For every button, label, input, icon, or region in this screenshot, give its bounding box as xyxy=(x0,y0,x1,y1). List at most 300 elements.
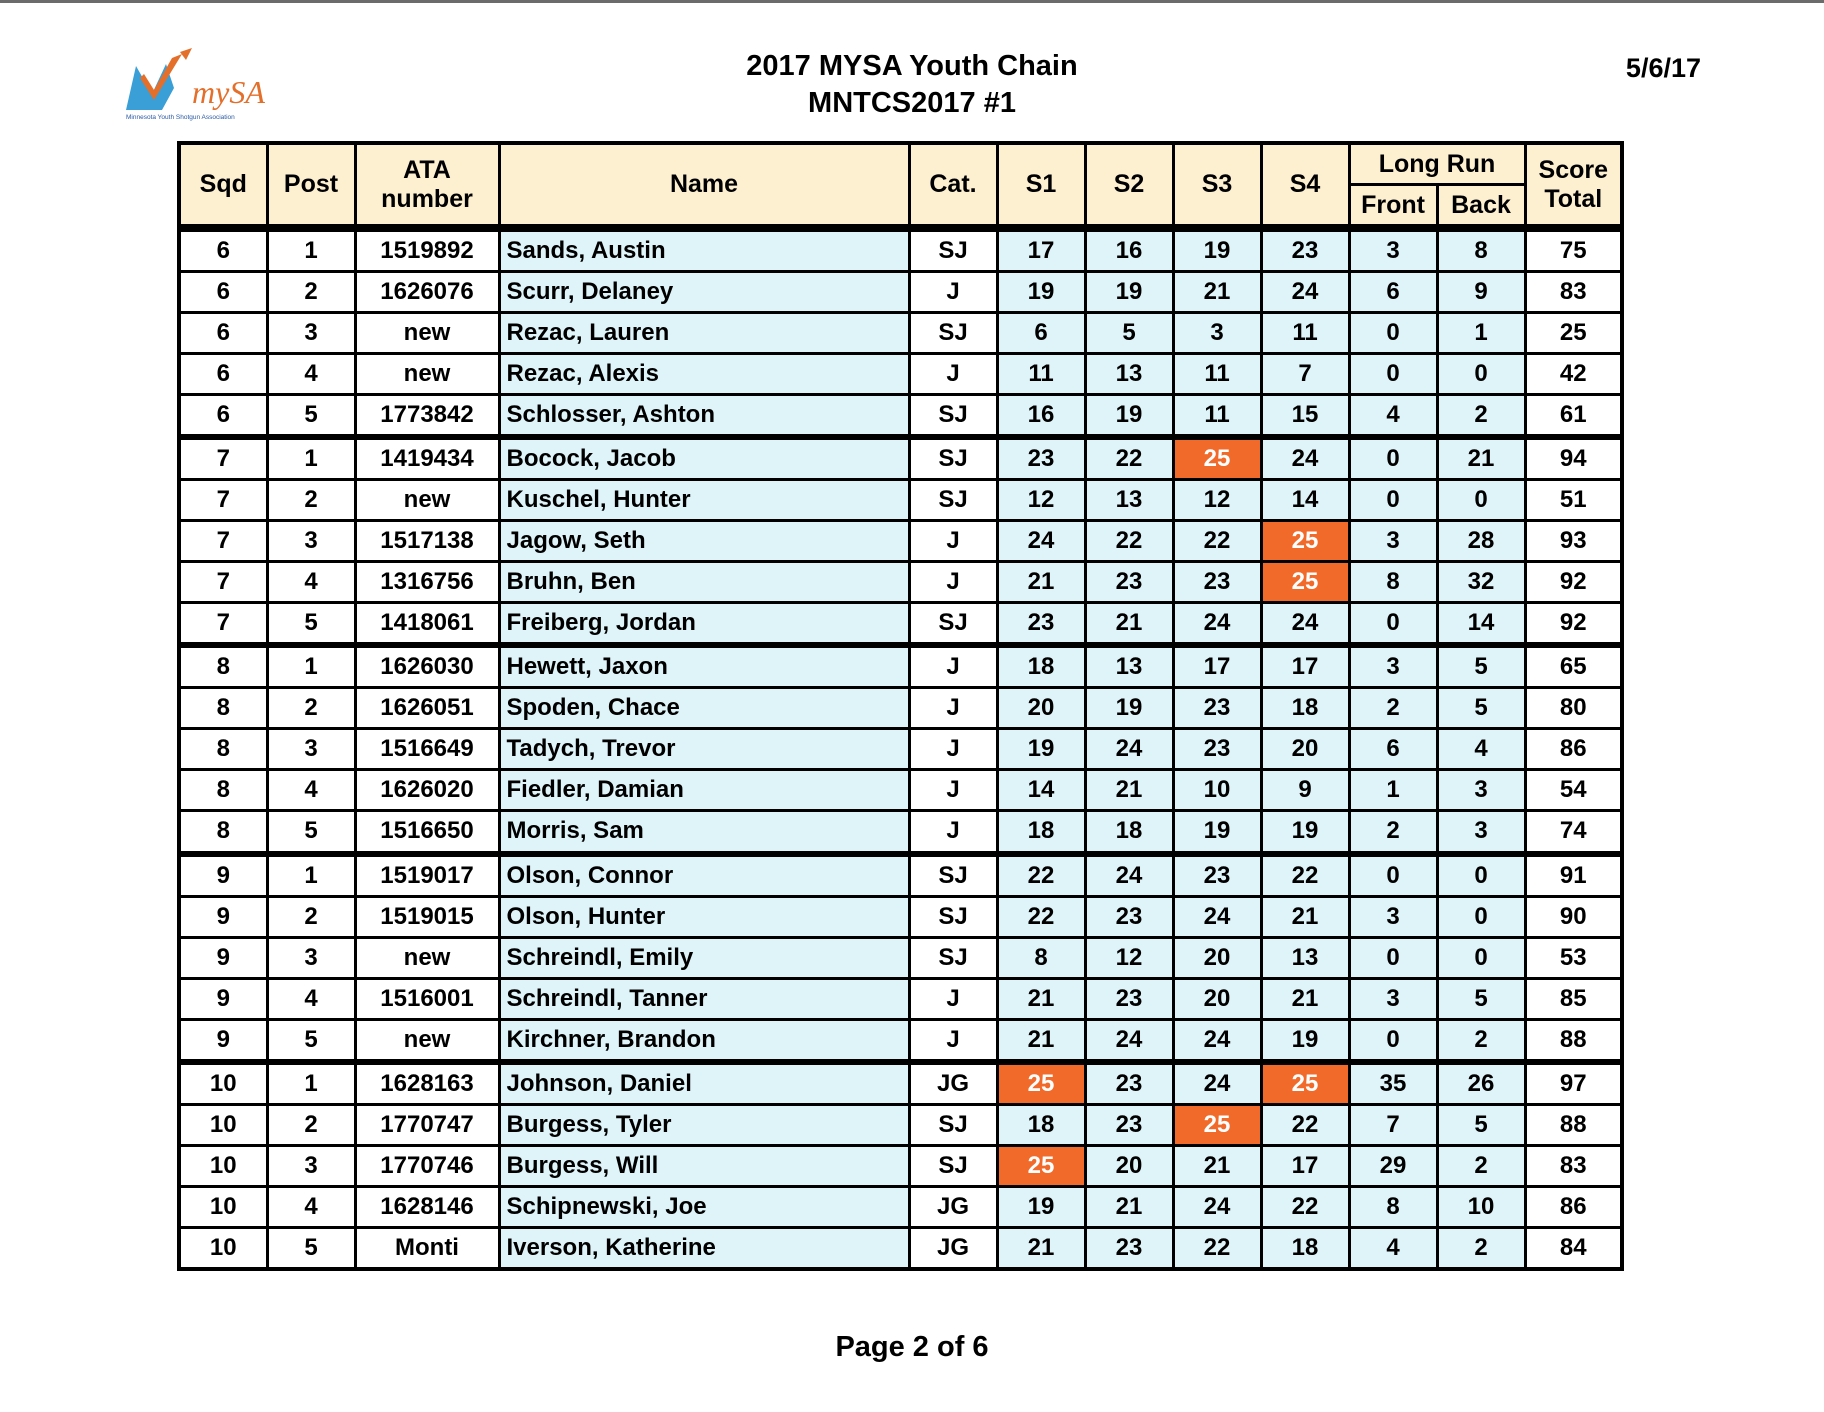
table-row xyxy=(179,1145,1622,1186)
cell-front: 0 xyxy=(1349,480,1437,521)
cell-name: Kuschel, Hunter xyxy=(499,480,909,521)
cell-back: 5 xyxy=(1437,688,1525,729)
cell-cat: SJ xyxy=(909,437,997,480)
cell-name: Schipnewski, Joe xyxy=(499,1186,909,1227)
cell-sqd: 10 xyxy=(179,1186,267,1227)
cell-score-total: 65 xyxy=(1525,645,1622,688)
cell-s1: 16 xyxy=(997,395,1085,438)
cell-back: 0 xyxy=(1437,480,1525,521)
table-row xyxy=(179,562,1622,603)
cell-score-total: 97 xyxy=(1525,1062,1622,1105)
table-row xyxy=(179,521,1622,562)
cell-name: Scurr, Delaney xyxy=(499,272,909,313)
logo-text: mySA xyxy=(192,74,265,110)
cell-sqd: 10 xyxy=(179,1104,267,1145)
cell-cat: J xyxy=(909,272,997,313)
cell-score-total: 86 xyxy=(1525,729,1622,770)
cell-cat: J xyxy=(909,562,997,603)
cell-s3: 24 xyxy=(1173,603,1261,646)
cell-score-total: 84 xyxy=(1525,1227,1622,1269)
cell-front: 3 xyxy=(1349,978,1437,1019)
cell-cat: J xyxy=(909,978,997,1019)
cell-post: 4 xyxy=(267,354,355,395)
cell-cat: SJ xyxy=(909,854,997,897)
cell-cat: JG xyxy=(909,1186,997,1227)
cell-front: 3 xyxy=(1349,645,1437,688)
cell-s3: 19 xyxy=(1173,811,1261,854)
cell-back: 26 xyxy=(1437,1062,1525,1105)
cell-s4: 24 xyxy=(1261,272,1349,313)
cell-post: 2 xyxy=(267,480,355,521)
cell-back: 5 xyxy=(1437,645,1525,688)
cell-s2: 19 xyxy=(1085,272,1173,313)
cell-ata-number: 1628163 xyxy=(355,1062,499,1105)
cell-ata-number: 1516649 xyxy=(355,729,499,770)
report-date: 5/6/17 xyxy=(1625,53,1701,83)
cell-post: 2 xyxy=(267,688,355,729)
cell-s3: 23 xyxy=(1173,854,1261,897)
cell-post: 2 xyxy=(267,896,355,937)
cell-front: 0 xyxy=(1349,1019,1437,1062)
cell-sqd: 7 xyxy=(179,521,267,562)
cell-score-total: 83 xyxy=(1525,272,1622,313)
cell-sqd: 9 xyxy=(179,854,267,897)
cell-s2: 5 xyxy=(1085,313,1173,354)
cell-s2: 23 xyxy=(1085,1062,1173,1105)
cell-s3: 21 xyxy=(1173,272,1261,313)
cell-back: 14 xyxy=(1437,603,1525,646)
cell-s2: 13 xyxy=(1085,354,1173,395)
cell-s2: 19 xyxy=(1085,688,1173,729)
table-row xyxy=(179,480,1622,521)
cell-s1: 19 xyxy=(997,1186,1085,1227)
cell-name: Burgess, Will xyxy=(499,1145,909,1186)
cell-back: 2 xyxy=(1437,1227,1525,1269)
table-header xyxy=(179,143,1622,228)
cell-s4: 13 xyxy=(1261,937,1349,978)
cell-name: Bruhn, Ben xyxy=(499,562,909,603)
cell-ata-number: 1519892 xyxy=(355,228,499,272)
cell-s1: 19 xyxy=(997,729,1085,770)
cell-post: 5 xyxy=(267,811,355,854)
cell-score-total: 88 xyxy=(1525,1104,1622,1145)
cell-back: 1 xyxy=(1437,313,1525,354)
cell-back: 8 xyxy=(1437,228,1525,272)
cell-name: Bocock, Jacob xyxy=(499,437,909,480)
table-row xyxy=(179,1104,1622,1145)
cell-s2: 23 xyxy=(1085,978,1173,1019)
table-row xyxy=(179,770,1622,811)
cell-score-total: 75 xyxy=(1525,228,1622,272)
cell-s2: 21 xyxy=(1085,770,1173,811)
cell-back: 9 xyxy=(1437,272,1525,313)
table-row xyxy=(179,603,1622,646)
cell-s1: 25 xyxy=(997,1062,1085,1105)
cell-sqd: 6 xyxy=(179,354,267,395)
cell-name: Hewett, Jaxon xyxy=(499,645,909,688)
cell-cat: SJ xyxy=(909,480,997,521)
cell-sqd: 6 xyxy=(179,313,267,354)
cell-s4: 25 xyxy=(1261,1062,1349,1105)
cell-sqd: 8 xyxy=(179,770,267,811)
cell-post: 2 xyxy=(267,272,355,313)
cell-back: 0 xyxy=(1437,854,1525,897)
cell-s4: 19 xyxy=(1261,1019,1349,1062)
cell-front: 0 xyxy=(1349,437,1437,480)
cell-ata-number: 1626076 xyxy=(355,272,499,313)
cell-s4: 25 xyxy=(1261,562,1349,603)
cell-s1: 19 xyxy=(997,272,1085,313)
cell-score-total: 88 xyxy=(1525,1019,1622,1062)
cell-ata-number: 1418061 xyxy=(355,603,499,646)
cell-s1: 21 xyxy=(997,1019,1085,1062)
cell-back: 2 xyxy=(1437,1145,1525,1186)
cell-post: 1 xyxy=(267,854,355,897)
cell-cat: J xyxy=(909,688,997,729)
cell-sqd: 7 xyxy=(179,437,267,480)
cell-name: Freiberg, Jordan xyxy=(499,603,909,646)
cell-sqd: 9 xyxy=(179,978,267,1019)
cell-s2: 22 xyxy=(1085,521,1173,562)
cell-s1: 20 xyxy=(997,688,1085,729)
cell-name: Olson, Hunter xyxy=(499,896,909,937)
cell-front: 2 xyxy=(1349,811,1437,854)
cell-s3: 11 xyxy=(1173,395,1261,438)
cell-sqd: 8 xyxy=(179,645,267,688)
cell-name: Tadych, Trevor xyxy=(499,729,909,770)
cell-s2: 24 xyxy=(1085,1019,1173,1062)
cell-name: Schreindl, Emily xyxy=(499,937,909,978)
cell-ata-number: 1626020 xyxy=(355,770,499,811)
table-row xyxy=(179,688,1622,729)
table-row xyxy=(179,1019,1622,1062)
cell-ata-number: 1517138 xyxy=(355,521,499,562)
page-title: 2017 MYSA Youth Chain xyxy=(746,50,1078,82)
cell-score-total: 53 xyxy=(1525,937,1622,978)
table-row xyxy=(179,937,1622,978)
cell-name: Johnson, Daniel xyxy=(499,1062,909,1105)
cell-s3: 24 xyxy=(1173,896,1261,937)
cell-s4: 23 xyxy=(1261,228,1349,272)
cell-front: 4 xyxy=(1349,395,1437,438)
cell-post: 5 xyxy=(267,603,355,646)
cell-ata-number: 1316756 xyxy=(355,562,499,603)
cell-s3: 24 xyxy=(1173,1019,1261,1062)
cell-ata-number: 1626051 xyxy=(355,688,499,729)
cell-s4: 22 xyxy=(1261,854,1349,897)
header-s1: S1 xyxy=(997,143,1085,228)
cell-front: 35 xyxy=(1349,1062,1437,1105)
cell-s2: 18 xyxy=(1085,811,1173,854)
cell-s1: 17 xyxy=(997,228,1085,272)
scores-table xyxy=(177,141,1624,1271)
cell-s3: 24 xyxy=(1173,1186,1261,1227)
cell-front: 1 xyxy=(1349,770,1437,811)
cell-s1: 21 xyxy=(997,562,1085,603)
cell-ata-number: new xyxy=(355,354,499,395)
cell-s2: 23 xyxy=(1085,896,1173,937)
table-row xyxy=(179,228,1622,272)
cell-cat: SJ xyxy=(909,228,997,272)
cell-score-total: 94 xyxy=(1525,437,1622,480)
table-row xyxy=(179,395,1622,438)
cell-ata-number: 1419434 xyxy=(355,437,499,480)
cell-cat: SJ xyxy=(909,313,997,354)
cell-s1: 18 xyxy=(997,1104,1085,1145)
cell-ata-number: 1516001 xyxy=(355,978,499,1019)
table-row xyxy=(179,1227,1622,1269)
cell-cat: J xyxy=(909,1019,997,1062)
cell-s1: 18 xyxy=(997,811,1085,854)
cell-s2: 23 xyxy=(1085,562,1173,603)
table-row xyxy=(179,645,1622,688)
cell-s2: 20 xyxy=(1085,1145,1173,1186)
cell-s1: 21 xyxy=(997,1227,1085,1269)
header-ata-line2: number xyxy=(381,184,473,213)
cell-back: 2 xyxy=(1437,395,1525,438)
header-s4: S4 xyxy=(1261,143,1349,228)
cell-post: 4 xyxy=(267,1186,355,1227)
cell-back: 5 xyxy=(1437,1104,1525,1145)
cell-s3: 3 xyxy=(1173,313,1261,354)
cell-front: 8 xyxy=(1349,562,1437,603)
header-s2: S2 xyxy=(1085,143,1173,228)
header-name: Name xyxy=(499,143,909,228)
cell-s1: 23 xyxy=(997,437,1085,480)
header-cat: Cat. xyxy=(909,143,997,228)
cell-back: 28 xyxy=(1437,521,1525,562)
cell-score-total: 85 xyxy=(1525,978,1622,1019)
cell-s4: 24 xyxy=(1261,603,1349,646)
cell-post: 3 xyxy=(267,937,355,978)
cell-s4: 18 xyxy=(1261,1227,1349,1269)
cell-back: 0 xyxy=(1437,354,1525,395)
header-score-line2: Total xyxy=(1544,184,1603,213)
header-s3: S3 xyxy=(1173,143,1261,228)
cell-cat: SJ xyxy=(909,896,997,937)
cell-sqd: 9 xyxy=(179,896,267,937)
cell-ata-number: 1516650 xyxy=(355,811,499,854)
cell-cat: J xyxy=(909,645,997,688)
cell-s2: 24 xyxy=(1085,854,1173,897)
cell-back: 0 xyxy=(1437,937,1525,978)
cell-s4: 25 xyxy=(1261,521,1349,562)
page-number: Page 2 of 6 xyxy=(835,1331,989,1363)
cell-post: 4 xyxy=(267,562,355,603)
cell-score-total: 74 xyxy=(1525,811,1622,854)
cell-s2: 16 xyxy=(1085,228,1173,272)
cell-s2: 19 xyxy=(1085,395,1173,438)
cell-s3: 10 xyxy=(1173,770,1261,811)
logo-subtext: Minnesota Youth Shotgun Association xyxy=(126,114,235,121)
cell-back: 0 xyxy=(1437,896,1525,937)
cell-score-total: 91 xyxy=(1525,854,1622,897)
cell-sqd: 7 xyxy=(179,562,267,603)
cell-front: 3 xyxy=(1349,228,1437,272)
cell-ata-number: 1519015 xyxy=(355,896,499,937)
table-body xyxy=(179,228,1622,1269)
cell-sqd: 7 xyxy=(179,480,267,521)
header-back: Back xyxy=(1437,185,1525,229)
cell-name: Schlosser, Ashton xyxy=(499,395,909,438)
cell-post: 1 xyxy=(267,1062,355,1105)
cell-post: 1 xyxy=(267,228,355,272)
cell-post: 4 xyxy=(267,978,355,1019)
cell-s4: 22 xyxy=(1261,1104,1349,1145)
cell-sqd: 6 xyxy=(179,228,267,272)
cell-front: 4 xyxy=(1349,1227,1437,1269)
cell-post: 4 xyxy=(267,770,355,811)
cell-name: Morris, Sam xyxy=(499,811,909,854)
table-row xyxy=(179,272,1622,313)
header-post: Post xyxy=(267,143,355,228)
cell-ata-number: new xyxy=(355,1019,499,1062)
cell-name: Iverson, Katherine xyxy=(499,1227,909,1269)
cell-front: 0 xyxy=(1349,313,1437,354)
cell-ata-number: 1770747 xyxy=(355,1104,499,1145)
cell-post: 3 xyxy=(267,313,355,354)
cell-score-total: 86 xyxy=(1525,1186,1622,1227)
cell-sqd: 7 xyxy=(179,603,267,646)
table-row xyxy=(179,729,1622,770)
cell-sqd: 8 xyxy=(179,811,267,854)
cell-front: 0 xyxy=(1349,937,1437,978)
cell-score-total: 93 xyxy=(1525,521,1622,562)
cell-front: 0 xyxy=(1349,854,1437,897)
cell-sqd: 9 xyxy=(179,1019,267,1062)
cell-s4: 19 xyxy=(1261,811,1349,854)
cell-s2: 24 xyxy=(1085,729,1173,770)
cell-s4: 15 xyxy=(1261,395,1349,438)
cell-score-total: 25 xyxy=(1525,313,1622,354)
header-ata-line1: ATA xyxy=(403,155,451,184)
cell-score-total: 83 xyxy=(1525,1145,1622,1186)
cell-s2: 23 xyxy=(1085,1227,1173,1269)
table-row xyxy=(179,978,1622,1019)
cell-s2: 23 xyxy=(1085,1104,1173,1145)
cell-s1: 18 xyxy=(997,645,1085,688)
cell-cat: JG xyxy=(909,1062,997,1105)
cell-post: 1 xyxy=(267,437,355,480)
cell-post: 3 xyxy=(267,729,355,770)
cell-score-total: 90 xyxy=(1525,896,1622,937)
cell-post: 3 xyxy=(267,521,355,562)
table-row xyxy=(179,1062,1622,1105)
cell-name: Olson, Connor xyxy=(499,854,909,897)
top-border-line xyxy=(0,0,1824,3)
cell-sqd: 6 xyxy=(179,272,267,313)
cell-score-total: 92 xyxy=(1525,603,1622,646)
cell-front: 2 xyxy=(1349,688,1437,729)
cell-front: 6 xyxy=(1349,729,1437,770)
cell-s4: 11 xyxy=(1261,313,1349,354)
cell-sqd: 8 xyxy=(179,729,267,770)
cell-s2: 13 xyxy=(1085,645,1173,688)
cell-s4: 18 xyxy=(1261,688,1349,729)
cell-ata-number: new xyxy=(355,480,499,521)
page-subtitle: MNTCS2017 #1 xyxy=(808,87,1016,119)
cell-name: Fiedler, Damian xyxy=(499,770,909,811)
cell-s4: 14 xyxy=(1261,480,1349,521)
cell-front: 8 xyxy=(1349,1186,1437,1227)
cell-s3: 20 xyxy=(1173,978,1261,1019)
cell-name: Rezac, Lauren xyxy=(499,313,909,354)
cell-s4: 7 xyxy=(1261,354,1349,395)
cell-name: Rezac, Alexis xyxy=(499,354,909,395)
cell-cat: JG xyxy=(909,1227,997,1269)
cell-back: 5 xyxy=(1437,978,1525,1019)
cell-s2: 22 xyxy=(1085,437,1173,480)
cell-s3: 17 xyxy=(1173,645,1261,688)
cell-s4: 21 xyxy=(1261,896,1349,937)
cell-score-total: 61 xyxy=(1525,395,1622,438)
cell-front: 0 xyxy=(1349,354,1437,395)
cell-post: 5 xyxy=(267,1227,355,1269)
table-row xyxy=(179,313,1622,354)
header-long-run: Long Run xyxy=(1349,143,1525,185)
cell-cat: SJ xyxy=(909,937,997,978)
cell-cat: J xyxy=(909,811,997,854)
cell-s2: 21 xyxy=(1085,603,1173,646)
cell-s1: 25 xyxy=(997,1145,1085,1186)
cell-s3: 22 xyxy=(1173,521,1261,562)
cell-s1: 21 xyxy=(997,978,1085,1019)
cell-post: 3 xyxy=(267,1145,355,1186)
cell-back: 4 xyxy=(1437,729,1525,770)
cell-front: 29 xyxy=(1349,1145,1437,1186)
cell-cat: SJ xyxy=(909,603,997,646)
cell-s3: 23 xyxy=(1173,688,1261,729)
cell-name: Spoden, Chace xyxy=(499,688,909,729)
cell-s4: 21 xyxy=(1261,978,1349,1019)
cell-post: 5 xyxy=(267,395,355,438)
cell-score-total: 51 xyxy=(1525,480,1622,521)
cell-back: 3 xyxy=(1437,770,1525,811)
cell-s3: 22 xyxy=(1173,1227,1261,1269)
table-row xyxy=(179,354,1622,395)
cell-cat: J xyxy=(909,770,997,811)
cell-s3: 11 xyxy=(1173,354,1261,395)
cell-ata-number: 1770746 xyxy=(355,1145,499,1186)
cell-s1: 12 xyxy=(997,480,1085,521)
cell-post: 1 xyxy=(267,645,355,688)
cell-front: 7 xyxy=(1349,1104,1437,1145)
cell-cat: SJ xyxy=(909,395,997,438)
header-score-total xyxy=(1525,143,1622,228)
table-row xyxy=(179,811,1622,854)
cell-name: Schreindl, Tanner xyxy=(499,978,909,1019)
cell-back: 32 xyxy=(1437,562,1525,603)
cell-s4: 24 xyxy=(1261,437,1349,480)
cell-s3: 23 xyxy=(1173,729,1261,770)
cell-sqd: 9 xyxy=(179,937,267,978)
cell-ata-number: 1519017 xyxy=(355,854,499,897)
cell-s2: 21 xyxy=(1085,1186,1173,1227)
cell-name: Jagow, Seth xyxy=(499,521,909,562)
cell-cat: J xyxy=(909,354,997,395)
cell-ata-number: Monti xyxy=(355,1227,499,1269)
cell-s1: 22 xyxy=(997,854,1085,897)
cell-s3: 23 xyxy=(1173,562,1261,603)
scores-table-container xyxy=(177,141,1620,1271)
cell-sqd: 10 xyxy=(179,1227,267,1269)
cell-score-total: 54 xyxy=(1525,770,1622,811)
cell-ata-number: 1628146 xyxy=(355,1186,499,1227)
cell-cat: J xyxy=(909,521,997,562)
cell-score-total: 92 xyxy=(1525,562,1622,603)
cell-ata-number: new xyxy=(355,313,499,354)
cell-sqd: 10 xyxy=(179,1145,267,1186)
